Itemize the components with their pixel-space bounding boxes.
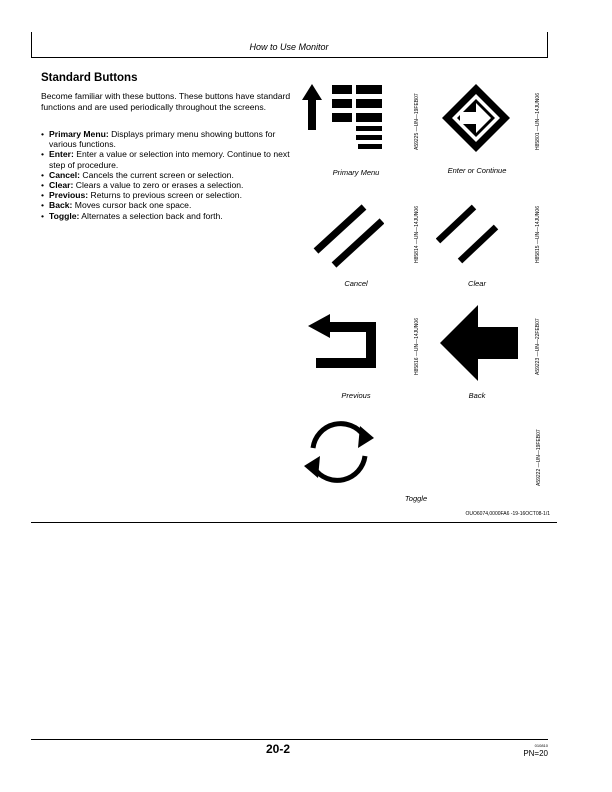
- list-item: [41, 211, 296, 221]
- footer-rule: [31, 739, 548, 740]
- figure-code: A59222 —UN—19FEB07: [536, 429, 542, 486]
- section-title: Standard Buttons: [41, 72, 138, 84]
- list-item: [41, 170, 296, 180]
- figure-code: H85801 —UN—14JUN06: [535, 93, 541, 150]
- figure-code: A59225 —UN—19FEB07: [414, 93, 420, 150]
- figure-caption: Enter or Continue: [447, 166, 507, 175]
- figure-caption: Clear: [468, 279, 486, 288]
- page-number: 20-2: [265, 742, 291, 756]
- clear-icon: [436, 203, 502, 265]
- figure-code: H85815 —UN—14JUN06: [535, 206, 541, 263]
- header-title: How to Use Monitor: [249, 42, 329, 52]
- figure-code: H85816 —UN—14JUN06: [414, 318, 420, 375]
- header-divider: [31, 57, 548, 58]
- term: Clear:: [49, 180, 74, 191]
- term: Previous:: [49, 190, 89, 201]
- toggle-icon: [300, 418, 378, 486]
- back-arrow-icon: [438, 303, 520, 383]
- term: Enter:: [49, 149, 74, 160]
- figure-code: H85814 —UN—14JUN06: [414, 206, 420, 263]
- figure-code: A59223 —UN—22FEB07: [535, 318, 541, 375]
- list-item: [41, 129, 296, 149]
- intro-paragraph: Become familiar with these buttons. These buttons have standard functions and are used periodically throughout the screens.: [41, 91, 291, 112]
- figure-caption: Previous: [341, 391, 371, 400]
- primary-menu-icon: [300, 82, 386, 154]
- figure-caption: Toggle: [404, 494, 428, 503]
- definition: Clears a value to zero or erases a selection.: [73, 180, 244, 191]
- list-item: [41, 190, 296, 200]
- definition: Alternates a selection back and forth.: [79, 210, 223, 221]
- previous-icon: [306, 312, 380, 372]
- definition: Cancels the current screen or selection.: [80, 169, 234, 180]
- reference-code: OUO6074,0000FA6 -19-16OCT08-1/1: [465, 511, 550, 517]
- term: Back:: [49, 200, 73, 211]
- figure-caption: Primary Menu: [332, 168, 380, 177]
- footer-small-code: 010810: [534, 743, 548, 748]
- enter-icon: [440, 82, 512, 154]
- page-pn: PN=20: [523, 749, 548, 758]
- term: Primary Menu:: [49, 129, 109, 139]
- definition: Enter a value or selection into memory. Continue to next step of procedure.: [49, 149, 290, 170]
- definition: Moves cursor back one space.: [72, 200, 192, 211]
- figure-caption: Back: [468, 391, 486, 400]
- list-item: [41, 180, 296, 190]
- section-bottom-rule: [31, 522, 557, 523]
- term: Cancel:: [49, 169, 81, 180]
- term: Toggle:: [49, 210, 80, 221]
- button-definition-list: [41, 129, 296, 221]
- definition: Displays primary menu showing buttons for various functions.: [49, 129, 276, 150]
- list-item: [41, 149, 296, 169]
- definition: Returns to previous screen or selection.: [88, 190, 242, 201]
- cancel-icon: [310, 203, 384, 269]
- list-item: [41, 200, 296, 210]
- figure-caption: Cancel: [344, 279, 368, 288]
